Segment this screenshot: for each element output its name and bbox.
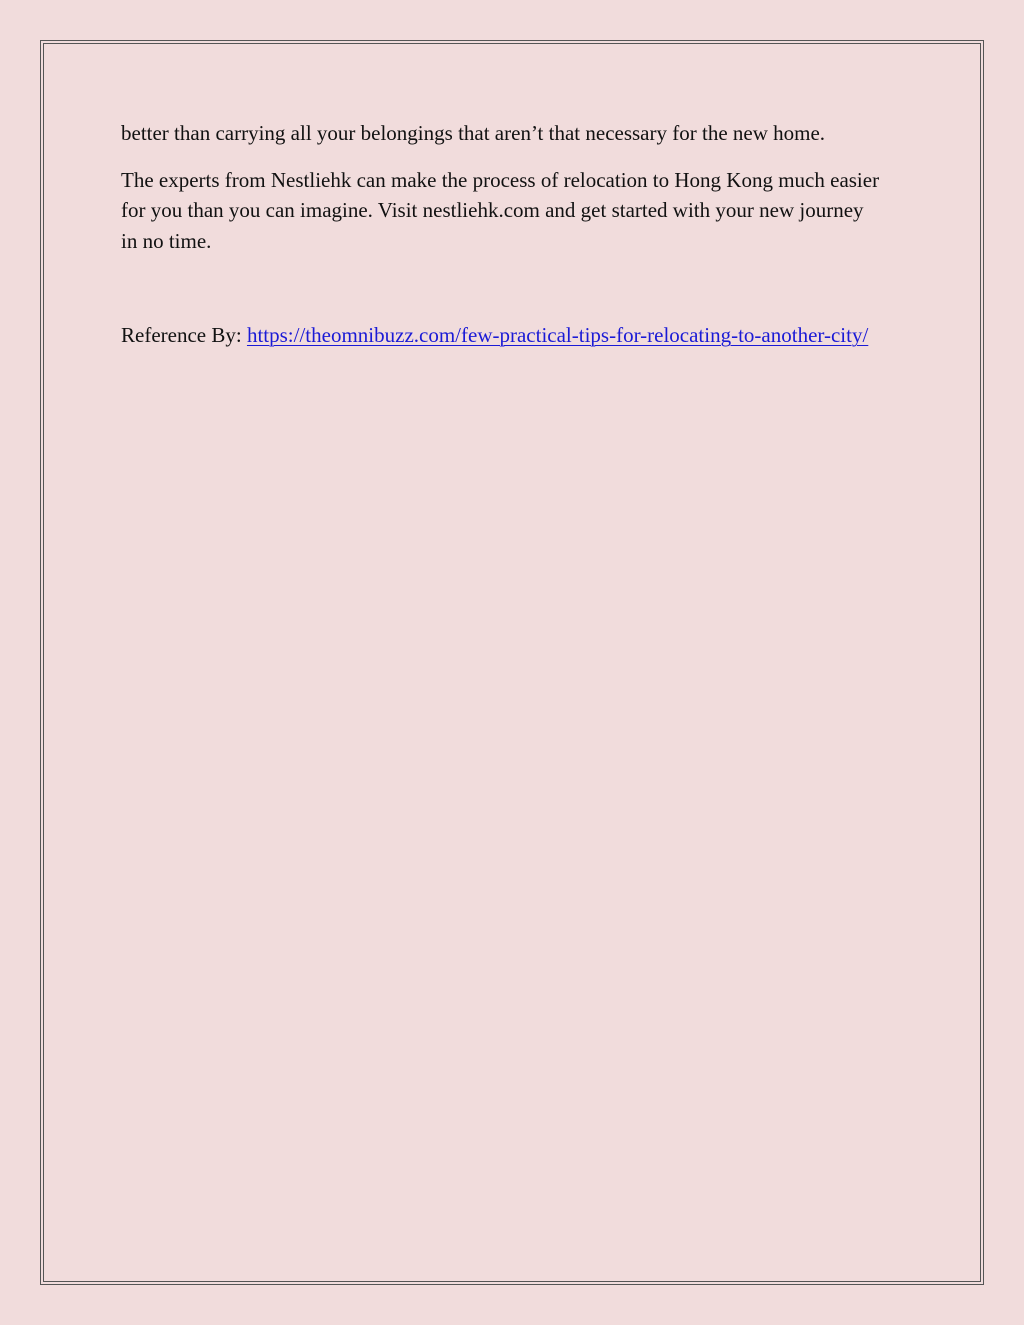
reference-label: Reference By:: [121, 323, 247, 347]
paragraph-nestliehk-experts: The experts from Nestliehk can make the process of relocation to Hong Kong much easier for you than you can imagine. Visit nestliehk.com and get started with your new journey in no time.: [121, 167, 880, 253]
paragraph-continuation: better than carrying all your belongings that aren’t that necessary for the new home.: [121, 121, 826, 145]
document-body: [121, 118, 881, 351]
reference-link[interactable]: https://theomnibuzz.com/few-practical-tips-for-relocating-to-another-city/: [246, 323, 869, 347]
reference-line: [121, 320, 881, 351]
